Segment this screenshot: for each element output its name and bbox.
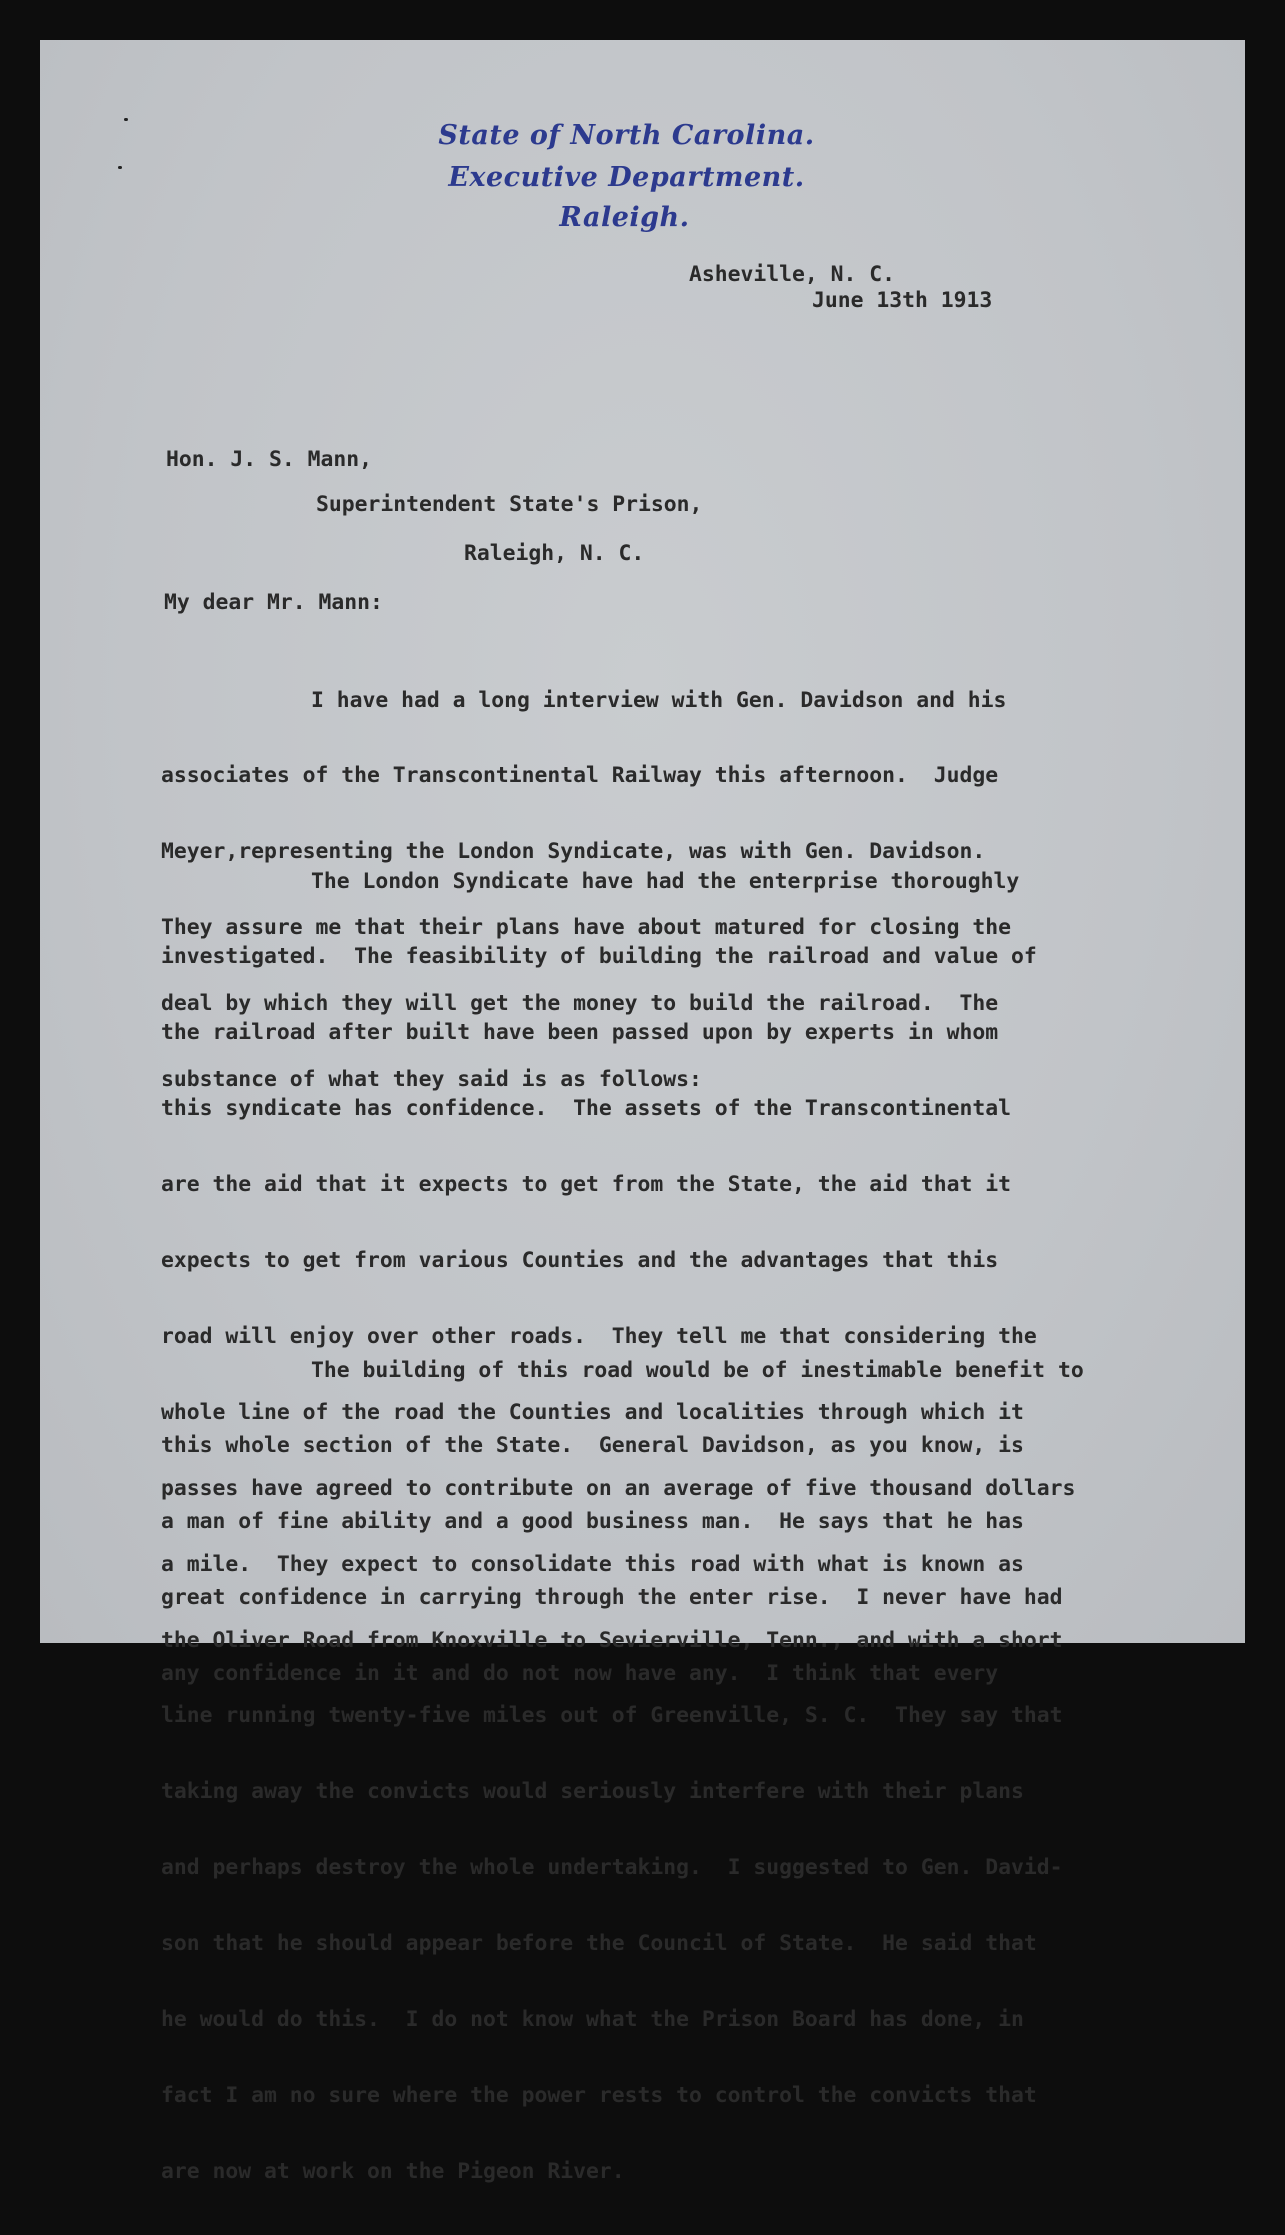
paragraph-line: I have had a long interview with Gen. Davidson and his bbox=[311, 687, 1007, 713]
paragraph-line: a mile. They expect to consolidate this road with what is known as bbox=[161, 1551, 1024, 1577]
letter-page bbox=[40, 40, 1245, 2184]
paragraph-line: are the aid that it expects to get from the State, the aid that it bbox=[161, 1172, 1011, 1198]
paragraph-line: line running twenty-five miles out of Greenville, S. C. They say that bbox=[161, 1703, 1063, 1729]
paragraph-line: any confidence in it and do not now have any. I think that every bbox=[161, 1661, 999, 1687]
paragraph-line: passes have agreed to contribute on an average of five thousand dollars bbox=[161, 1475, 1076, 1501]
paragraph-line: They assure me that their plans have about matured for closing the bbox=[161, 915, 1011, 941]
paragraph-line: the railroad after built have been passed upon by experts in whom bbox=[161, 1020, 999, 1046]
paragraph-line: The London Syndicate have had the enterprise thoroughly bbox=[311, 868, 1020, 894]
paragraph-line: taking away the convicts would seriously interfere with their plans bbox=[161, 1779, 1024, 1805]
paragraph-line: deal by which they will get the money to build the railroad. The bbox=[161, 991, 999, 1017]
recipient-title: Superintendent State's Prison, bbox=[316, 492, 703, 517]
paragraph-line: substance of what they said is as follows: bbox=[161, 1067, 702, 1093]
paragraph-line: expects to get from various Counties and the advantages that this bbox=[161, 1248, 999, 1274]
paragraph-line: are now at work on the Pigeon River. bbox=[161, 2158, 625, 2184]
letterhead-city: Raleigh. bbox=[559, 202, 690, 233]
paragraph-line: road will enjoy over other roads. They tell me that considering the bbox=[161, 1323, 1037, 1349]
paragraph-line: Meyer,representing the London Syndicate, was with Gen. Davidson. bbox=[161, 839, 986, 865]
paragraph-line: whole line of the road the Counties and localities through which it bbox=[161, 1399, 1024, 1425]
paragraph-line: this syndicate has confidence. The assets of the Transcontinental bbox=[161, 1096, 1011, 1122]
paragraph-line: he would do this. I do not know what the Prison Board has done, in bbox=[161, 2006, 1024, 2032]
dateline-place: Asheville, N. C. bbox=[689, 262, 896, 287]
paragraph-line: the Oliver Road from Knoxville to Sevierville, Tenn., and with a short bbox=[161, 1627, 1063, 1653]
salutation: My dear Mr. Mann: bbox=[164, 590, 383, 615]
paragraph-line: investigated. The feasibility of building the railroad and value of bbox=[161, 944, 1037, 970]
paragraph-line: son that he should appear before the Council of State. He said that bbox=[161, 1931, 1037, 1957]
dateline-date: June 13th 1913 bbox=[812, 288, 993, 313]
paragraph-line: The building of this road would be of inestimable benefit to bbox=[311, 1357, 1084, 1383]
paragraph-line: and perhaps destroy the whole undertaking. I suggested to Gen. David- bbox=[161, 1855, 1063, 1881]
letterhead-department: Executive Department. bbox=[448, 162, 805, 193]
recipient-city: Raleigh, N. C. bbox=[464, 541, 645, 566]
paragraph-line: a man of fine ability and a good business man. He says that he has bbox=[161, 1509, 1024, 1535]
letterhead-state: State of North Carolina. bbox=[438, 120, 815, 151]
recipient-name: Hon. J. S. Mann, bbox=[166, 447, 373, 472]
paragraph-line: this whole section of the State. General Davidson, as you know, is bbox=[161, 1433, 1024, 1459]
paper-speck bbox=[118, 166, 122, 169]
paragraph-line: associates of the Transcontinental Railway this afternoon. Judge bbox=[161, 763, 999, 789]
paper-speck bbox=[124, 118, 128, 121]
paragraph-line: fact I am no sure where the power rests to control the convicts that bbox=[161, 2082, 1037, 2108]
paragraph-line: great confidence in carrying through the enter rise. I never have had bbox=[161, 1585, 1063, 1611]
